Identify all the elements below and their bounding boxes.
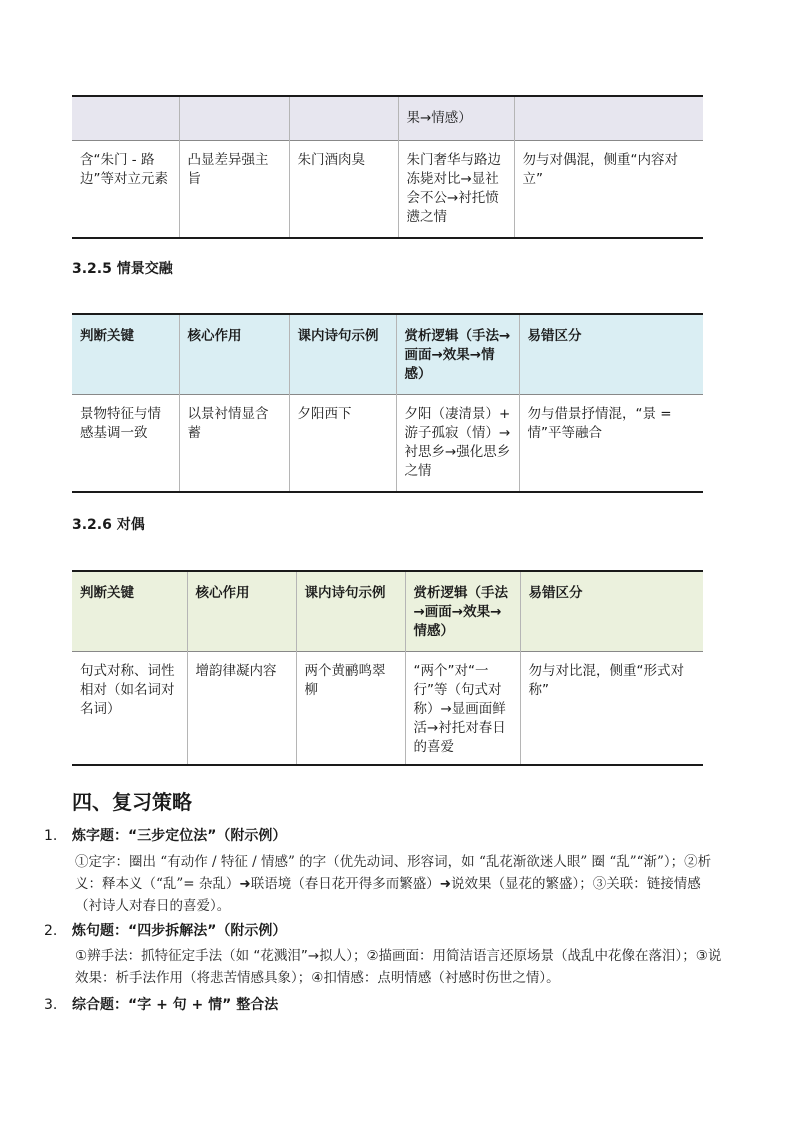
cell: 增韵律凝内容 <box>187 651 296 765</box>
header-cell <box>72 96 179 140</box>
cell: 朱门奢华与路边冻毙对比→显社会不公→衬托愤懑之情 <box>398 140 514 238</box>
header-cell: 果→情感） <box>398 96 514 140</box>
chapter-title: 四、复习策略 <box>72 790 192 814</box>
strategy-heading <box>44 994 278 1014</box>
cell: 句式对称、词性相对（如名词对名词） <box>80 662 175 717</box>
header-cell: 判断关键 <box>80 585 134 601</box>
cell: 两个黄鹂鸣翠柳 <box>296 651 405 765</box>
strategy-title: 炼字题：“三步定位法”（附示例） <box>72 828 287 844</box>
cell: 夕阳西下 <box>289 394 396 492</box>
cell: 朱门酒肉臭 <box>289 140 398 238</box>
header-cell: 易错区分 <box>519 314 703 394</box>
header-cell: 核心作用 <box>187 571 296 651</box>
strategy-body: ①辨手法：抓特征定手法（如 “花溅泪”→拟人）；②描画面：用简洁语言还原场景（战乱中花像在落泪）；③说效果：析手法作用（将悲苦情感具象）；④扣情感：点明情感（衬感时伤世之情）。 <box>75 948 722 986</box>
header-cell: 赏析逻辑（手法→画面→效果→情感） <box>396 314 519 394</box>
header-cell: 易错区分 <box>520 571 703 651</box>
cell: “两个”对“一行”等（句式对称）→显画面鲜活→衬托对春日的喜爱 <box>405 651 520 765</box>
strategy-number: 2. <box>44 923 58 939</box>
table-row <box>72 394 703 492</box>
strategy-heading <box>44 920 286 940</box>
section-title-3-2-5: 3.2.5 情景交融 <box>72 261 173 277</box>
strategy-title: 综合题：“字 + 句 + 情” 整合法 <box>72 997 279 1013</box>
header-cell: 判断关键 <box>80 328 134 344</box>
header-cell: 课内诗句示例 <box>296 571 405 651</box>
cell: 勿与对比混，侧重“形式对称” <box>520 651 703 765</box>
cell: 以景衬情显含蓄 <box>179 394 289 492</box>
table-row <box>72 140 703 238</box>
section-title-3-2-6: 3.2.6 对偶 <box>72 517 145 533</box>
cell: 勿与借景抒情混，“景 = 情”平等融合 <box>519 394 703 492</box>
cell: 夕阳（凄清景）+ 游子孤寂（情）→衬思乡→强化思乡之情 <box>396 394 519 492</box>
header-cell <box>514 96 703 140</box>
strategy-number: 1. <box>44 828 58 844</box>
header-cell: 赏析逻辑（手法→画面→效果→情感） <box>405 571 520 651</box>
cell: 含“朱门 - 路边”等对立元素 <box>80 151 168 187</box>
strategy-body: ①定字：圈出 “有动作 / 特征 / 情感” 的字（优先动词、形容词，如 “乱花渐欲迷人眼” 圈 “乱”“渐”）；②析义：释本义（“乱”= 杂乱）➜联语境（春日花开得多而繁盛）➜说效果（显花的繁盛）；③关联：链接情感（衬诗人对春日的喜爱）。 <box>75 854 712 914</box>
strategy-title: 炼句题：“四步拆解法”（附示例） <box>72 923 287 939</box>
cell: 景物特征与情感基调一致 <box>80 405 161 441</box>
table-row <box>72 651 703 765</box>
table-antithesis <box>72 570 703 766</box>
header-cell <box>289 96 398 140</box>
table-header-row <box>72 571 703 651</box>
table-header-row <box>72 314 703 394</box>
table-header-row <box>72 96 703 140</box>
header-cell: 课内诗句示例 <box>289 314 396 394</box>
table-metaphor-continued <box>72 95 703 239</box>
strategy-number: 3. <box>44 997 58 1013</box>
table-scene-emotion <box>72 313 703 493</box>
cell: 勿与对偶混，侧重“内容对立” <box>514 140 703 238</box>
header-cell <box>179 96 289 140</box>
strategy-heading <box>44 825 286 845</box>
header-cell: 核心作用 <box>179 314 289 394</box>
cell: 凸显差异强主旨 <box>179 140 289 238</box>
